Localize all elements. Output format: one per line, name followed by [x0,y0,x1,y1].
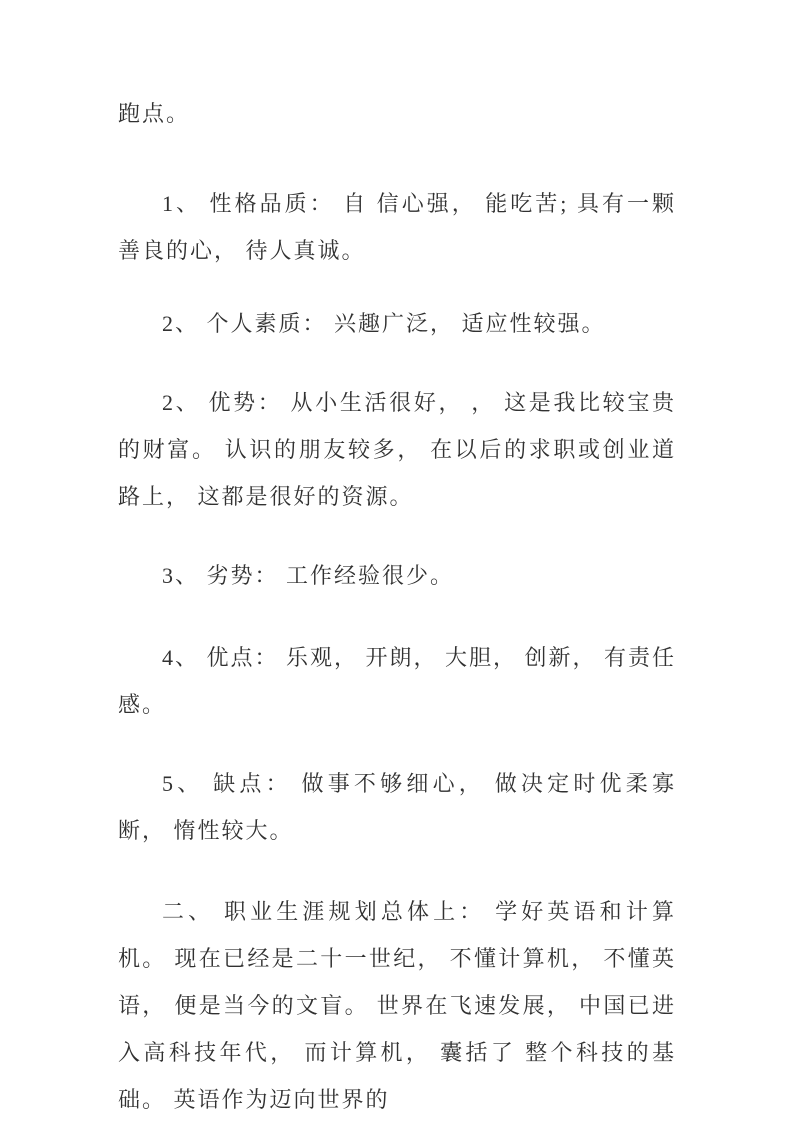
paragraph-item-3-weaknesses: 3、 劣势： 工作经验很少。 [162,563,455,588]
paragraph-continuation: 跑点。 [118,101,191,126]
paragraph-item-1-personality: 1、 性格品质： 自 信心强， 能吃苦; 具有一颗善良的心， 待人真诚。 [118,191,676,263]
paragraph-item-5-shortcomings: 5、 缺点： 做事不够细心， 做决定时优柔寡断， 惰性较大。 [118,771,676,843]
paragraph-item-2-personal-quality: 2、 个人素质： 兴趣广泛， 适应性较强。 [162,311,606,336]
paragraph-section-2-career-plan: 二、 职业生涯规划总体上： 学好英语和计算机。 现在已经是二十一世纪， 不懂计算机， 不懂英语， 便是当今的文盲。 世界在飞速发展， 中国已进入高科技年代， 而计算机， 囊括了 整个科技的基础。 英语作为迈向世界的 [118,899,676,1112]
paragraph-item-4-merits: 4、 优点： 乐观， 开朗， 大胆， 创新， 有责任感。 [118,645,677,717]
document-body [118,90,676,1122]
paragraph-item-2-strengths: 2、 优势： 从小生活很好， ， 这是我比较宝贵的财富。 认识的朋友较多， 在以后的求职或创业道路上， 这都是很好的资源。 [118,390,676,509]
